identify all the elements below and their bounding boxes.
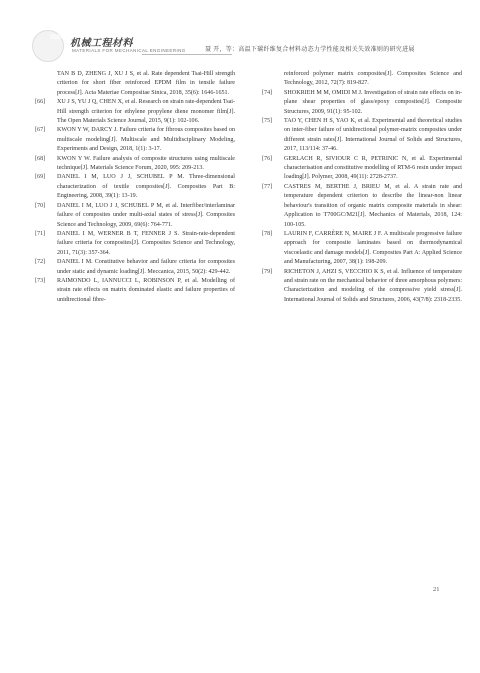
reference-item: [35, 277, 235, 305]
reference-text: reinforced polymer matrix composites[J]. Composites Science and Technology, 2012, 72(7): 819-827.: [284, 71, 462, 87]
reference-text: DANIEL I M, LUO J J, SCHUBEL P M. Three-dimensional characterization of textile composites[J]. Composites Part B: Engineering, 2008, 39(1): 13-19.: [57, 174, 235, 200]
reference-item: [35, 230, 235, 258]
reference-number: [78]: [262, 230, 273, 237]
reference-text: KWON Y W, DARCY J. Failure criteria for fibrous composites based on multiscale modeling[J]. Multiscale and Multidisciplinary Modeling, Experiments and Design, 2018, 1(1): 3-17.: [57, 127, 235, 153]
reference-item: [262, 183, 462, 230]
reference-number: [67]: [35, 127, 46, 134]
reference-number: [76]: [262, 155, 273, 162]
reference-number: [68]: [35, 155, 46, 162]
reference-text: SHOKRIEH M M, OMIDI M J. Investigation of strain rate effects on in-plane shear properties of glass/epoxy composites[J]. Composite Structures, 2009, 91(1): 95-102.: [284, 89, 462, 115]
reference-item: [262, 155, 462, 183]
journal-subtitle: MATERIALS FOR MECHANICAL ENGINEERING: [72, 48, 186, 53]
reference-number: [79]: [262, 268, 273, 275]
reference-text: TAN B D, ZHENG J, XU J S, et al. Rate dependent Tsai-Hill strength criterion for short fiber reinforced EPDM film in tensile failure process[J]. Acta Materiae Compositae Sinica, 2018, 35(6): 1646-1651.: [57, 71, 235, 96]
reference-number: [77]: [262, 183, 273, 190]
reference-number: [70]: [35, 202, 46, 209]
reference-number: [69]: [35, 174, 46, 181]
references-left-column: [35, 70, 235, 305]
reference-text: TAO Y, CHEN H S, YAO K, et al. Experimental and theoretical studies on inter-fiber failure of unidirectional polymer-matrix composites under different strain rates[J]. International Journal of Solids and Structures, 2017, 113/114: 37-46.: [284, 118, 462, 153]
reference-text: GERLACH R, SIVIOUR C R, PETRINIC N, et al. Experimental characterisation and constitutive modelling of RTM-6 resin under impact loading[J]. Polymer, 2008, 49(11): 2728-2737.: [284, 155, 462, 181]
reference-number: [75]: [262, 118, 273, 125]
reference-text: LAURIN F, CARRÈRE N, MAIRE J F. A multiscale progressive failure approach for composite laminates based on thermodynamical viscoelastic and damage models[J]. Composites Part A: Applied Science and Manufacturing, 2007, 38(1): 198-209.: [284, 230, 462, 266]
reference-item: [262, 89, 462, 117]
reference-text: KWON Y W. Failure analysis of composite structures using multiscale technique[J]. Materials Science Forum, 2020, 995: 209-213.: [57, 155, 235, 172]
journal-title: 机械工程材料: [70, 38, 133, 49]
reference-text: DANIEL I M, WERNER B T, FENNER J S. Strain-rate-dependent failure criteria for composites[J]. Composites Science and Technology, 2011, 71(3): 357-364.: [57, 230, 235, 256]
reference-text: DANIEL I M. Constitutive behavior and failure criteria for composites under static and dynamic loading[J]. Meccanica, 2015, 50(2): 429-442.: [57, 259, 235, 275]
page-header: [0, 0, 480, 60]
reference-item: [35, 173, 235, 201]
reference-number: [71]: [35, 230, 46, 237]
reference-number: [66]: [35, 99, 46, 106]
reference-item: [35, 126, 235, 154]
running-head: 聂 开，等：高温下碳纤维复合材料动态力学性能及相关失效准则的研究进展: [205, 47, 415, 53]
reference-item: [35, 70, 235, 98]
reference-number: [72]: [35, 259, 46, 266]
reference-text: DANIEL I M, LUO J J, SCHUBEL P M, et al. Interfiber/interlaminar failure of composites under multi-axial states of stress[J]. Composites Science and Technology, 2009, 69(6): 764-771.: [57, 202, 235, 228]
logo-year: 2024: [50, 35, 64, 41]
reference-item: [35, 98, 235, 126]
reference-text: RICHETON J, AHZI S, VECCHIO K S, et al. Influence of temperature and strain rate on the mechanical behavior of three amorphous polymers: Characterization and modeling of the compressive yield stress[J]. International Journal of Solids and Structures, 2006, 43(7/8): 2318-2335.: [284, 268, 463, 303]
reference-item: [262, 230, 462, 268]
header-divider: [142, 54, 232, 55]
reference-text: XU J S, YU J Q, CHEN X, et al. Research on strain rate-dependent Tsai-Hill strength criterion for ethylene propylene diene monomer film[J]. The Open Materials Science Journal, 2015, 9(1): 102-106.: [57, 99, 235, 125]
reference-number: [74]: [262, 89, 273, 96]
reference-item: [262, 268, 462, 306]
reference-text: RAIMONDO L, IANNUCCI L, ROBINSON P, et al. Modelling of strain rate effects on matrix dominated elastic and failure properties of unidirectional fibre-: [57, 277, 235, 303]
reference-item: [35, 155, 235, 174]
reference-item: [35, 258, 235, 277]
reference-item: [262, 117, 462, 155]
reference-item: [262, 70, 462, 89]
reference-text: CASTRES M, BERTHE J, BRIEU M, et al. A strain rate and temperature dependent criterion to describe the linear-non linear behaviour's transition of organic matrix composite materials in shear: Application to T700GC/M21[J]. Mechanics of Materials, 2018, 124: 100-105.: [284, 183, 462, 228]
page-number: 21: [433, 586, 440, 593]
reference-number: [73]: [35, 277, 46, 284]
reference-item: [35, 202, 235, 230]
references-right-column: [262, 70, 462, 305]
